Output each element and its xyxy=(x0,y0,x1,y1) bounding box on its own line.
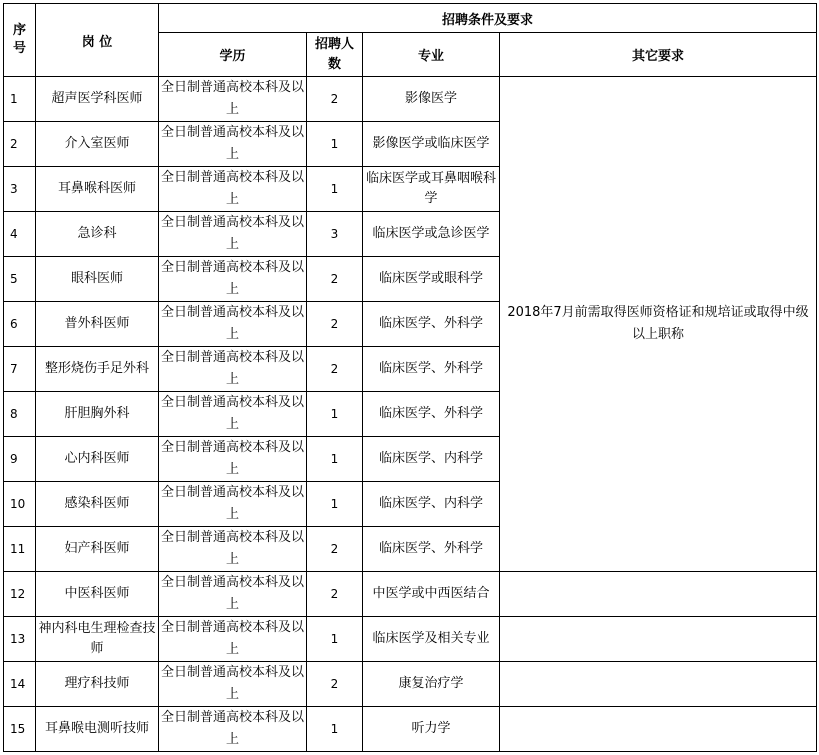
row-count: 2 xyxy=(307,77,363,122)
row-major: 临床医学、外科学 xyxy=(363,392,500,437)
row-education: 全日制普通高校本科及以上 xyxy=(159,707,307,752)
row-index: 8 xyxy=(4,392,36,437)
row-other-empty xyxy=(500,662,817,707)
row-education: 全日制普通高校本科及以上 xyxy=(159,392,307,437)
row-index: 3 xyxy=(4,167,36,212)
row-education: 全日制普通高校本科及以上 xyxy=(159,572,307,617)
row-index: 13 xyxy=(4,617,36,662)
row-index: 9 xyxy=(4,437,36,482)
header-major: 专业 xyxy=(363,33,500,77)
row-other-empty xyxy=(500,617,817,662)
header-row-top xyxy=(4,4,817,33)
row-position: 妇产科医师 xyxy=(36,527,159,572)
row-count: 1 xyxy=(307,122,363,167)
row-major: 临床医学、外科学 xyxy=(363,527,500,572)
row-count: 2 xyxy=(307,572,363,617)
row-education: 全日制普通高校本科及以上 xyxy=(159,122,307,167)
row-major: 影像医学或临床医学 xyxy=(363,122,500,167)
table-row xyxy=(4,662,817,707)
row-position: 整形烧伤手足外科 xyxy=(36,347,159,392)
row-count: 1 xyxy=(307,437,363,482)
row-major: 临床医学、外科学 xyxy=(363,347,500,392)
row-education: 全日制普通高校本科及以上 xyxy=(159,617,307,662)
row-count: 1 xyxy=(307,617,363,662)
table-row xyxy=(4,707,817,752)
row-education: 全日制普通高校本科及以上 xyxy=(159,482,307,527)
row-position: 急诊科 xyxy=(36,212,159,257)
row-education: 全日制普通高校本科及以上 xyxy=(159,77,307,122)
row-count: 1 xyxy=(307,482,363,527)
row-major: 中医学或中西医结合 xyxy=(363,572,500,617)
row-education: 全日制普通高校本科及以上 xyxy=(159,212,307,257)
row-major: 临床医学及相关专业 xyxy=(363,617,500,662)
row-index: 2 xyxy=(4,122,36,167)
row-index: 1 xyxy=(4,77,36,122)
row-position: 耳鼻喉电测听技师 xyxy=(36,707,159,752)
row-position: 普外科医师 xyxy=(36,302,159,347)
row-count: 2 xyxy=(307,257,363,302)
row-position: 理疗科技师 xyxy=(36,662,159,707)
header-index: 序号 xyxy=(4,4,36,77)
row-major: 临床医学、内科学 xyxy=(363,437,500,482)
header-education: 学历 xyxy=(159,33,307,77)
other-requirement: 2018年7月前需取得医师资格证和规培证或取得中级以上职称 xyxy=(500,77,817,572)
row-index: 7 xyxy=(4,347,36,392)
row-position: 耳鼻喉科医师 xyxy=(36,167,159,212)
row-education: 全日制普通高校本科及以上 xyxy=(159,167,307,212)
row-position: 感染科医师 xyxy=(36,482,159,527)
row-other-empty xyxy=(500,707,817,752)
row-count: 2 xyxy=(307,662,363,707)
row-education: 全日制普通高校本科及以上 xyxy=(159,302,307,347)
row-count: 1 xyxy=(307,707,363,752)
row-position: 心内科医师 xyxy=(36,437,159,482)
row-position: 中医科医师 xyxy=(36,572,159,617)
row-education: 全日制普通高校本科及以上 xyxy=(159,257,307,302)
row-major: 临床医学或急诊医学 xyxy=(363,212,500,257)
row-position: 肝胆胸外科 xyxy=(36,392,159,437)
recruitment-table xyxy=(3,3,817,752)
row-education: 全日制普通高校本科及以上 xyxy=(159,437,307,482)
row-index: 15 xyxy=(4,707,36,752)
row-index: 6 xyxy=(4,302,36,347)
table-row xyxy=(4,77,817,122)
row-major: 康复治疗学 xyxy=(363,662,500,707)
row-index: 10 xyxy=(4,482,36,527)
row-education: 全日制普通高校本科及以上 xyxy=(159,527,307,572)
row-other-empty xyxy=(500,572,817,617)
header-other: 其它要求 xyxy=(500,33,817,77)
row-education: 全日制普通高校本科及以上 xyxy=(159,347,307,392)
row-position: 眼科医师 xyxy=(36,257,159,302)
row-index: 4 xyxy=(4,212,36,257)
row-major: 临床医学、外科学 xyxy=(363,302,500,347)
row-major: 临床医学、内科学 xyxy=(363,482,500,527)
row-index: 11 xyxy=(4,527,36,572)
row-major: 影像医学 xyxy=(363,77,500,122)
row-major: 听力学 xyxy=(363,707,500,752)
row-education: 全日制普通高校本科及以上 xyxy=(159,662,307,707)
row-count: 2 xyxy=(307,527,363,572)
row-count: 2 xyxy=(307,347,363,392)
row-position: 超声医学科医师 xyxy=(36,77,159,122)
row-count: 2 xyxy=(307,302,363,347)
row-index: 12 xyxy=(4,572,36,617)
row-count: 3 xyxy=(307,212,363,257)
row-index: 14 xyxy=(4,662,36,707)
table-row xyxy=(4,572,817,617)
row-major: 临床医学或耳鼻咽喉科学 xyxy=(363,167,500,212)
header-count: 招聘人数 xyxy=(307,33,363,77)
row-major: 临床医学或眼科学 xyxy=(363,257,500,302)
header-conditions: 招聘条件及要求 xyxy=(159,4,817,33)
row-count: 1 xyxy=(307,167,363,212)
header-position: 岗 位 xyxy=(36,4,159,77)
table-row xyxy=(4,617,817,662)
row-position: 介入室医师 xyxy=(36,122,159,167)
row-count: 1 xyxy=(307,392,363,437)
row-index: 5 xyxy=(4,257,36,302)
row-position: 神内科电生理检查技师 xyxy=(36,617,159,662)
